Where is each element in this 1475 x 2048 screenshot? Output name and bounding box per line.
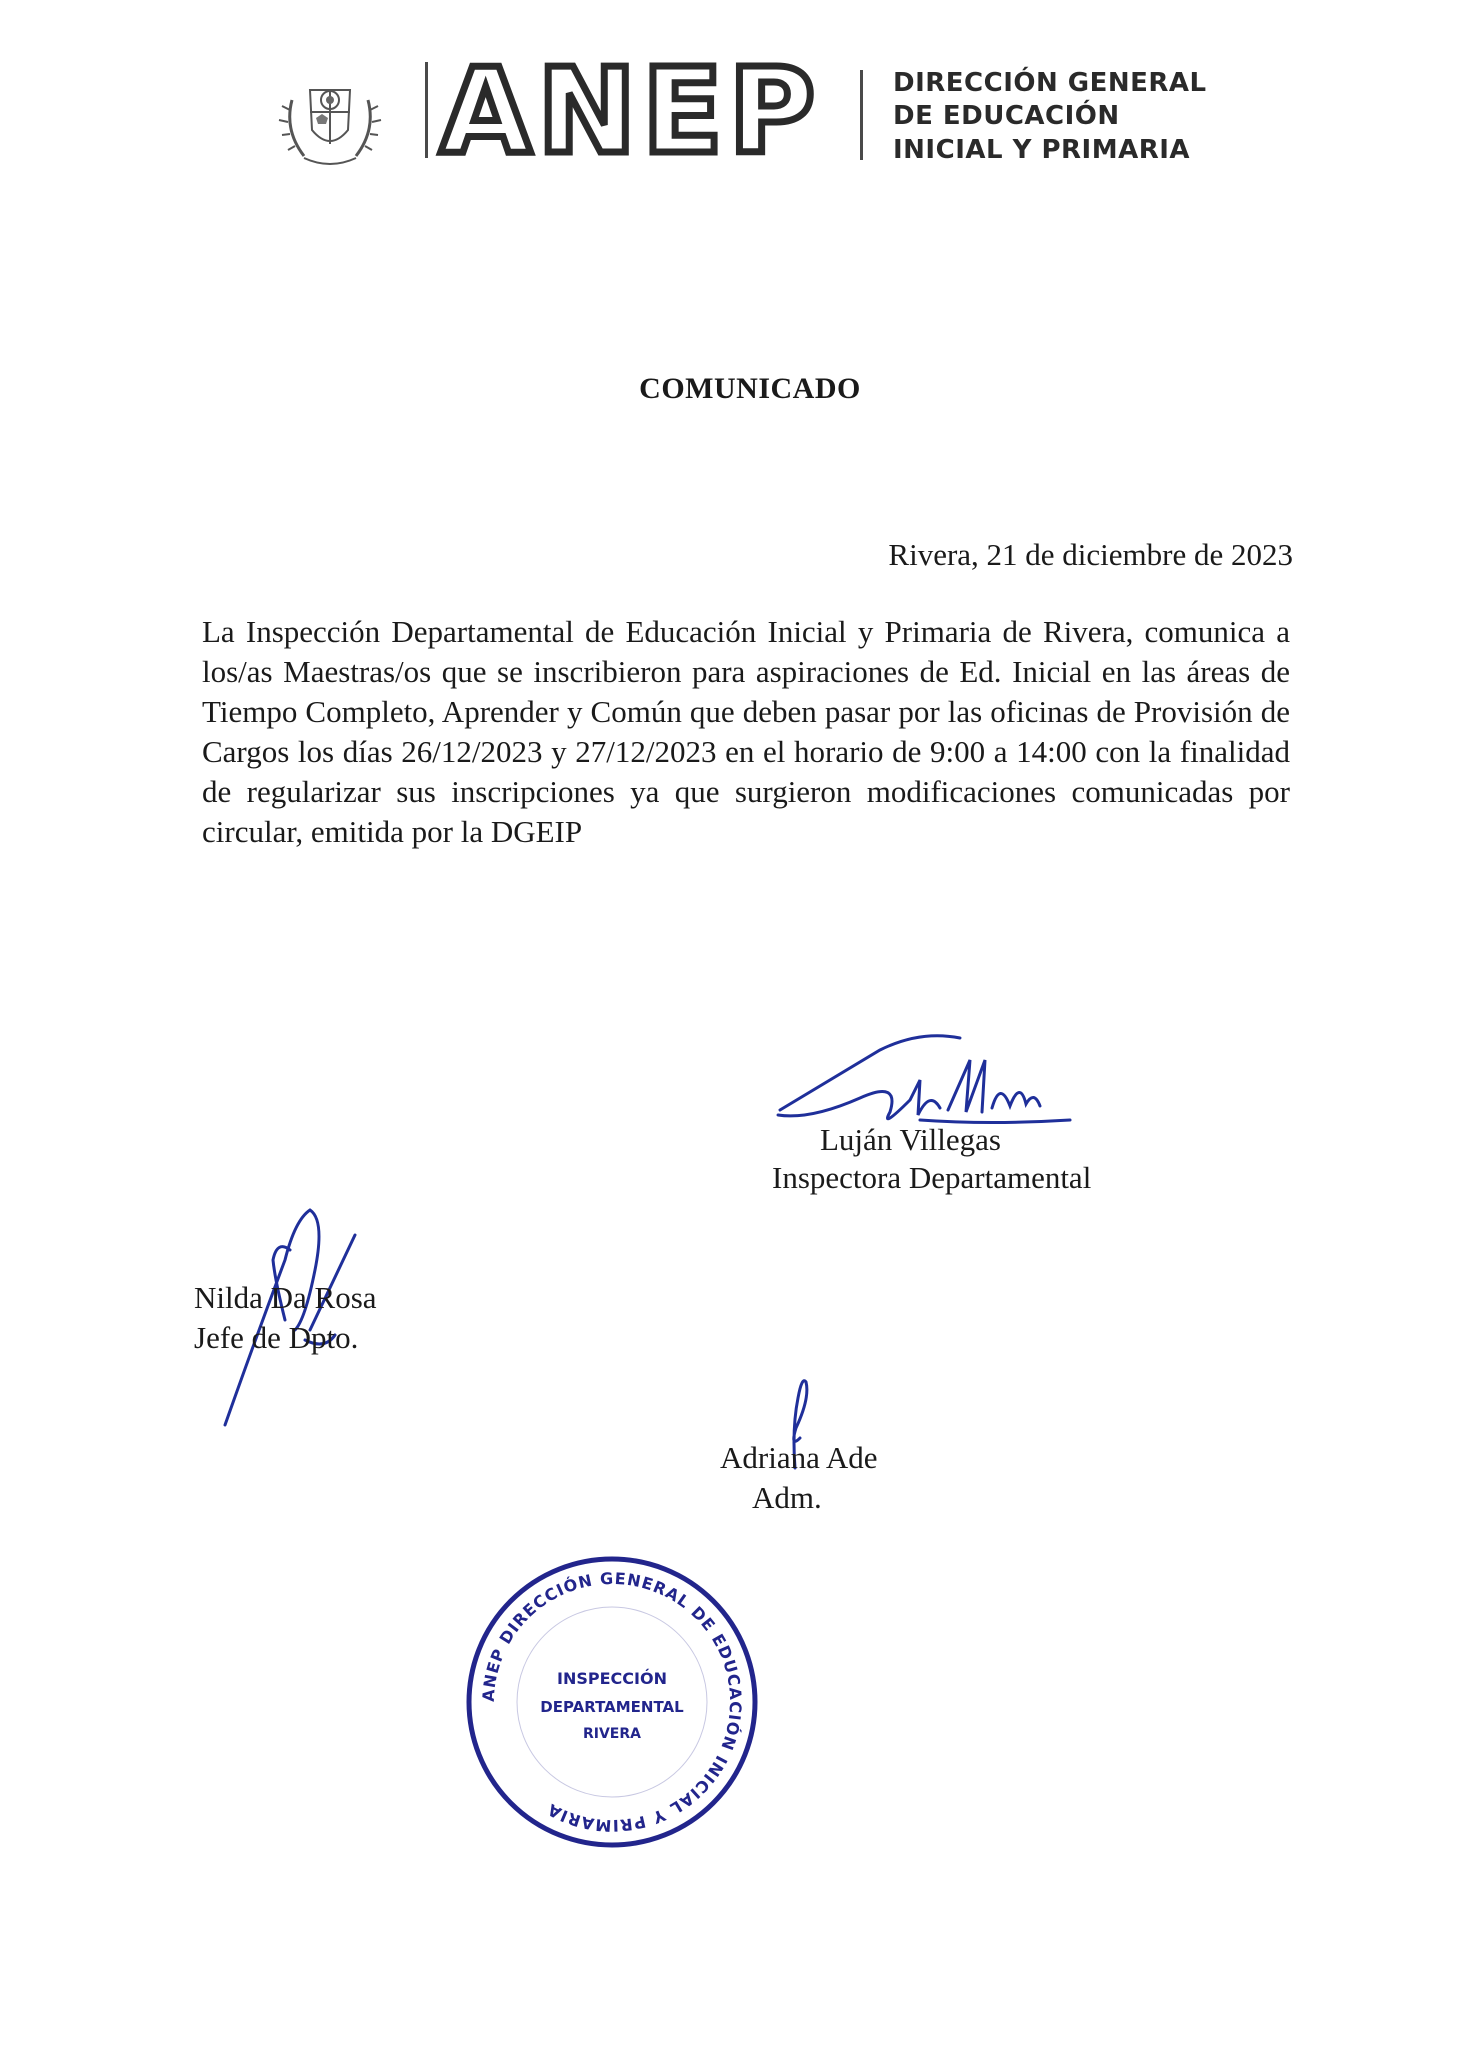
signer-role-ade: Adm. (752, 1480, 822, 1515)
signer-role-da-rosa: Jefe de Dpto. (194, 1320, 359, 1355)
divider-left (425, 62, 428, 158)
department-line-3: INICIAL Y PRIMARIA (893, 135, 1191, 165)
anep-wordmark: ANEP (440, 42, 822, 180)
signer-name-villegas: Luján Villegas (820, 1122, 1001, 1157)
signer-role-villegas: Inspectora Departamental (772, 1160, 1092, 1195)
seal-line-1: INSPECCIÓN (557, 1669, 667, 1688)
divider-right (860, 70, 863, 160)
seal-line-3: RIVERA (582, 1726, 642, 1742)
department-line-2: DE EDUCACIÓN (893, 101, 1120, 131)
document-title: COMUNICADO (639, 372, 861, 405)
place-date: Rivera, 21 de diciembre de 2023 (888, 537, 1293, 572)
signer-name-ade: Adriana Ade (720, 1440, 878, 1475)
seal-outer-text: ANEP DIRECCIÓN GENERAL DE EDUCACIÓN INICIAL Y PRIMARIA (478, 1568, 746, 1836)
department-line-1: DIRECCIÓN GENERAL (893, 68, 1207, 98)
signer-name-da-rosa: Nilda Da Rosa (194, 1280, 377, 1315)
body-paragraph: La Inspección Departamental de Educación Inicial y Primaria de Rivera, comunica a los/as Maestras/os que se inscribieron para aspiraciones de Ed. Inicial en las áreas de Tiempo Completo, Aprender y Común que deben pasar por las oficinas de Provisión de Cargos los días 26/12/2023 y 27/12/2023 en el horario de 9:00 a 14:00 con la finalidad de regularizar sus inscripciones ya que surgieron modificaciones comunicadas por circular, emitida por la DGEIP (202, 614, 1290, 849)
official-seal-stamp (462, 1552, 762, 1852)
coat-of-arms-logo (270, 60, 390, 180)
seal-line-2: DEPARTAMENTAL (540, 1698, 684, 1716)
